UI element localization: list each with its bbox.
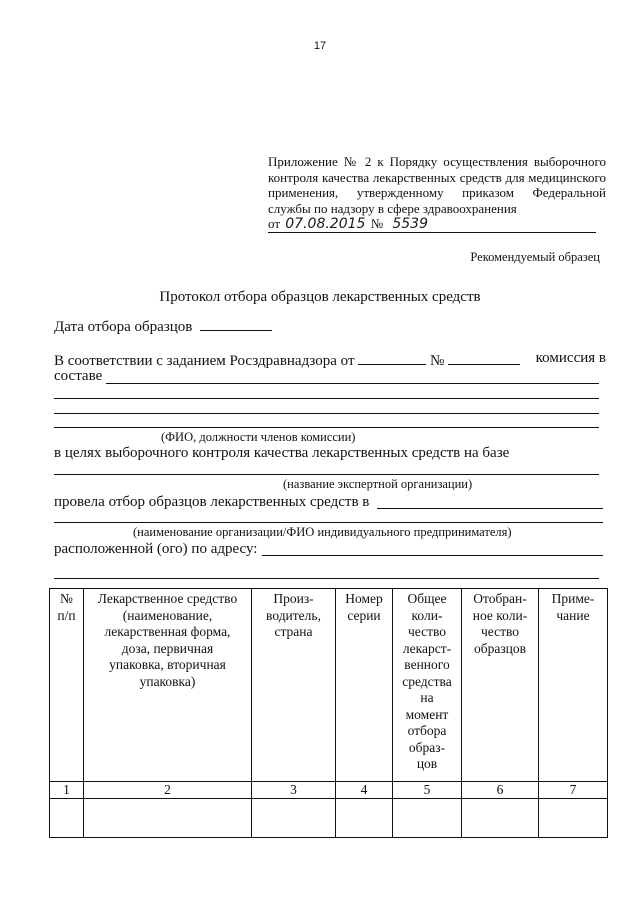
commission-in-text: комиссия в	[535, 350, 606, 366]
members-line-1[interactable]	[54, 398, 599, 399]
table-cell[interactable]	[50, 799, 84, 838]
table-cell[interactable]	[462, 799, 539, 838]
assignment-number-field[interactable]	[448, 350, 520, 365]
column-number: 2	[84, 782, 252, 799]
appendix-line-2: контроля качества лекарственных средств для медицинского	[268, 169, 606, 185]
composition-label: составе	[54, 368, 103, 384]
organization-caption: (наименование организации/ФИО индивидуального предпринимателя)	[133, 525, 512, 539]
organization-line[interactable]	[54, 522, 603, 523]
appendix-order-ref	[268, 216, 596, 233]
expert-org-caption: (название экспертной организации)	[283, 477, 473, 491]
protocol-title: Протокол отбора образцов лекарственных средств	[159, 289, 481, 305]
appendix-line-3: применения, утвержденному приказом Федеральной	[268, 185, 606, 200]
assignment-text: В соответствии с заданием Росздравнадзора от	[54, 353, 355, 369]
members-line-3[interactable]	[54, 427, 599, 428]
col-header-note: Приме- чание	[539, 589, 608, 782]
column-number: 7	[539, 782, 608, 799]
column-number: 5	[393, 782, 462, 799]
from-label: от	[268, 216, 281, 231]
expert-org-line[interactable]	[54, 474, 599, 475]
appendix-line-1: Приложение № 2 к Порядку осуществления выборочного	[268, 154, 606, 169]
table-header-row	[50, 589, 608, 782]
column-number: 1	[50, 782, 84, 799]
sampling-date-field[interactable]	[200, 316, 272, 331]
assignment-row	[54, 350, 606, 370]
assignment-date-field[interactable]	[358, 350, 426, 365]
purpose-text: в целях выборочного контроля качества лекарственных средств на базе	[54, 445, 510, 461]
column-numbers-row	[50, 782, 608, 799]
col-header-manufacturer: Произ- водитель, страна	[252, 589, 336, 782]
address-line-2[interactable]	[54, 578, 599, 579]
assignment-number-label: №	[430, 353, 445, 369]
table-cell[interactable]	[393, 799, 462, 838]
table-cell[interactable]	[252, 799, 336, 838]
conducted-place-line[interactable]	[377, 508, 603, 509]
handwritten-date: 07.08.2015	[285, 216, 366, 232]
column-number: 4	[336, 782, 393, 799]
table-row	[50, 799, 608, 838]
members-line-2[interactable]	[54, 413, 599, 414]
table-cell[interactable]	[539, 799, 608, 838]
col-header-medicine: Лекарственное средство (наименование, лекарственная форма, доза, первичная упаковка, вторичная упаковка)	[84, 589, 252, 782]
appendix-line-4: службы по надзору в сфере здравоохранения	[268, 200, 517, 216]
handwritten-order-number: 5539	[392, 216, 428, 232]
sampling-date-label: Дата отбора образцов	[54, 319, 193, 335]
samples-table	[49, 588, 608, 838]
column-number: 3	[252, 782, 336, 799]
col-header-sampled-quantity: Отобран- ное коли- чество образцов	[462, 589, 539, 782]
sampling-date-row	[54, 316, 272, 336]
address-line-1[interactable]	[262, 555, 603, 556]
table-cell[interactable]	[84, 799, 252, 838]
conducted-text: провела отбор образцов лекарственных средств в	[54, 494, 370, 510]
number-label: №	[370, 216, 384, 231]
appendix-note	[268, 154, 606, 233]
col-header-batch: Номер серии	[336, 589, 393, 782]
composition-line[interactable]	[106, 383, 599, 384]
col-header-number: № п/п	[50, 589, 84, 782]
col-header-total-quantity: Общее коли- чество лекарст- венного средства на момент отбора образ- цов	[393, 589, 462, 782]
recommended-sample-label: Рекомендуемый образец	[470, 250, 600, 264]
address-label: расположенной (ого) по адресу:	[54, 541, 258, 557]
table-cell[interactable]	[336, 799, 393, 838]
column-number: 6	[462, 782, 539, 799]
members-caption: (ФИО, должности членов комиссии)	[161, 430, 356, 444]
page-number: 17	[313, 40, 327, 52]
